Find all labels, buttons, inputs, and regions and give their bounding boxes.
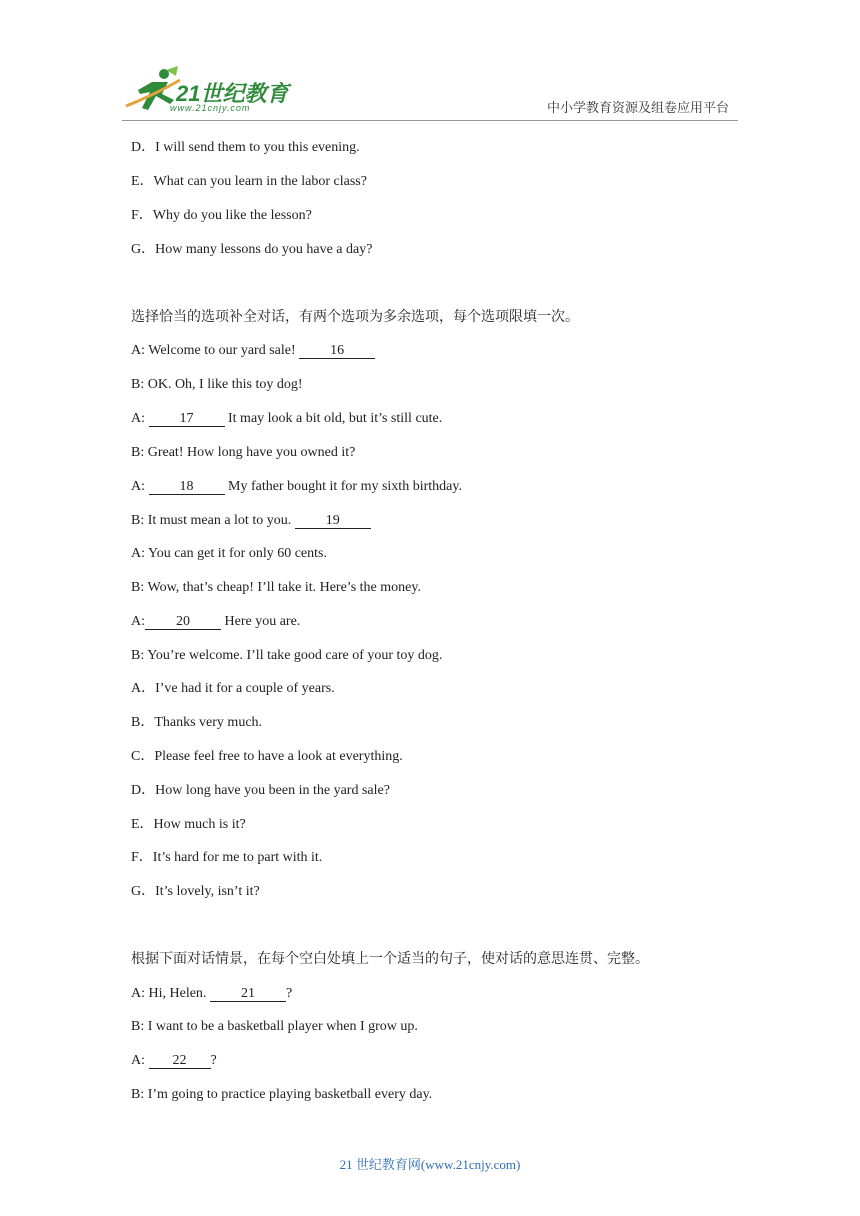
- dialogue-line: [131, 478, 462, 496]
- header-divider: [122, 120, 738, 121]
- option-line: A．I’ve had it for a couple of years.: [131, 681, 335, 696]
- dialogue-line: B: You’re welcome. I’ll take good care of your toy dog.: [131, 648, 443, 663]
- dialogue-line: B: OK. Oh, I like this toy dog!: [131, 377, 303, 392]
- logo-text: 21世纪教育: [176, 81, 289, 106]
- page-header: [0, 0, 860, 122]
- header-platform-text: 中小学教育资源及组卷应用平台: [546, 101, 729, 116]
- footer-link[interactable]: 21 世纪教育网(www.21cnjy.com): [339, 1157, 521, 1172]
- dialogue-text: Here you are.: [221, 614, 301, 629]
- dialogue-line: [131, 985, 292, 1003]
- dialogue-line: [131, 613, 300, 631]
- dialogue-text: A:: [131, 479, 149, 494]
- dialogue-text: A:: [131, 411, 149, 426]
- dialogue-text: A:: [131, 614, 145, 629]
- option-line: E．What can you learn in the labor class?: [131, 174, 367, 189]
- answer-blank: 18: [149, 479, 225, 495]
- dialogue-text: ?: [210, 1053, 217, 1068]
- answer-blank: 22: [149, 1053, 211, 1069]
- option-line: E．How much is it?: [131, 817, 246, 832]
- dialogue-line: B: Wow, that’s cheap! I’ll take it. Here’s the money.: [131, 580, 421, 595]
- option-line: G．It’s lovely, isn’t it?: [131, 884, 260, 899]
- dialogue-text: A: Hi, Helen.: [131, 986, 210, 1001]
- option-line: F．It’s hard for me to part with it.: [131, 850, 323, 865]
- dialogue-text: A:: [131, 1053, 149, 1068]
- dialogue-line: B: I’m going to practice playing basketball every day.: [131, 1087, 433, 1102]
- dialogue-line: B: Great! How long have you owned it?: [131, 445, 356, 460]
- dialogue-line: B: I want to be a basketball player when I grow up.: [131, 1019, 418, 1034]
- option-line: B．Thanks very much.: [131, 715, 263, 730]
- answer-blank: 16: [299, 343, 375, 359]
- section-instruction: 选择恰当的选项补全对话，有两个选项为多余选项，每个选项限填一次。: [131, 309, 579, 325]
- dialogue-text: ?: [285, 986, 293, 1001]
- option-line: G．How many lessons do you have a day?: [131, 242, 373, 257]
- dialogue-line: A: You can get it for only 60 cents.: [131, 546, 327, 561]
- dialogue-line: [131, 342, 375, 360]
- section-instruction: 根据下面对话情景，在每个空白处填上一个适当的句子，使对话的意思连贯、完整。: [131, 951, 649, 967]
- option-line: D．I will send them to you this evening.: [131, 140, 360, 155]
- dialogue-text: My father bought it for my sixth birthday.: [224, 479, 462, 494]
- dialogue-line: [131, 410, 442, 428]
- dialogue-line: [131, 1052, 217, 1070]
- dialogue-text: It may look a bit old, but it’s still cute.: [224, 411, 443, 426]
- option-line: F．Why do you like the lesson?: [131, 208, 312, 223]
- answer-blank: 20: [145, 614, 221, 630]
- dialogue-line: [131, 512, 371, 530]
- option-line: D．How long have you been in the yard sale?: [131, 783, 390, 798]
- dialogue-text: A: Welcome to our yard sale!: [131, 343, 300, 358]
- answer-blank: 17: [149, 411, 225, 427]
- answer-blank: 19: [295, 513, 371, 529]
- option-line: C．Please feel free to have a look at everything.: [131, 749, 403, 764]
- answer-blank: 21: [210, 986, 286, 1002]
- dialogue-text: B: It must mean a lot to you.: [131, 513, 295, 528]
- logo-subtext: www.21cnjy.com: [170, 103, 251, 113]
